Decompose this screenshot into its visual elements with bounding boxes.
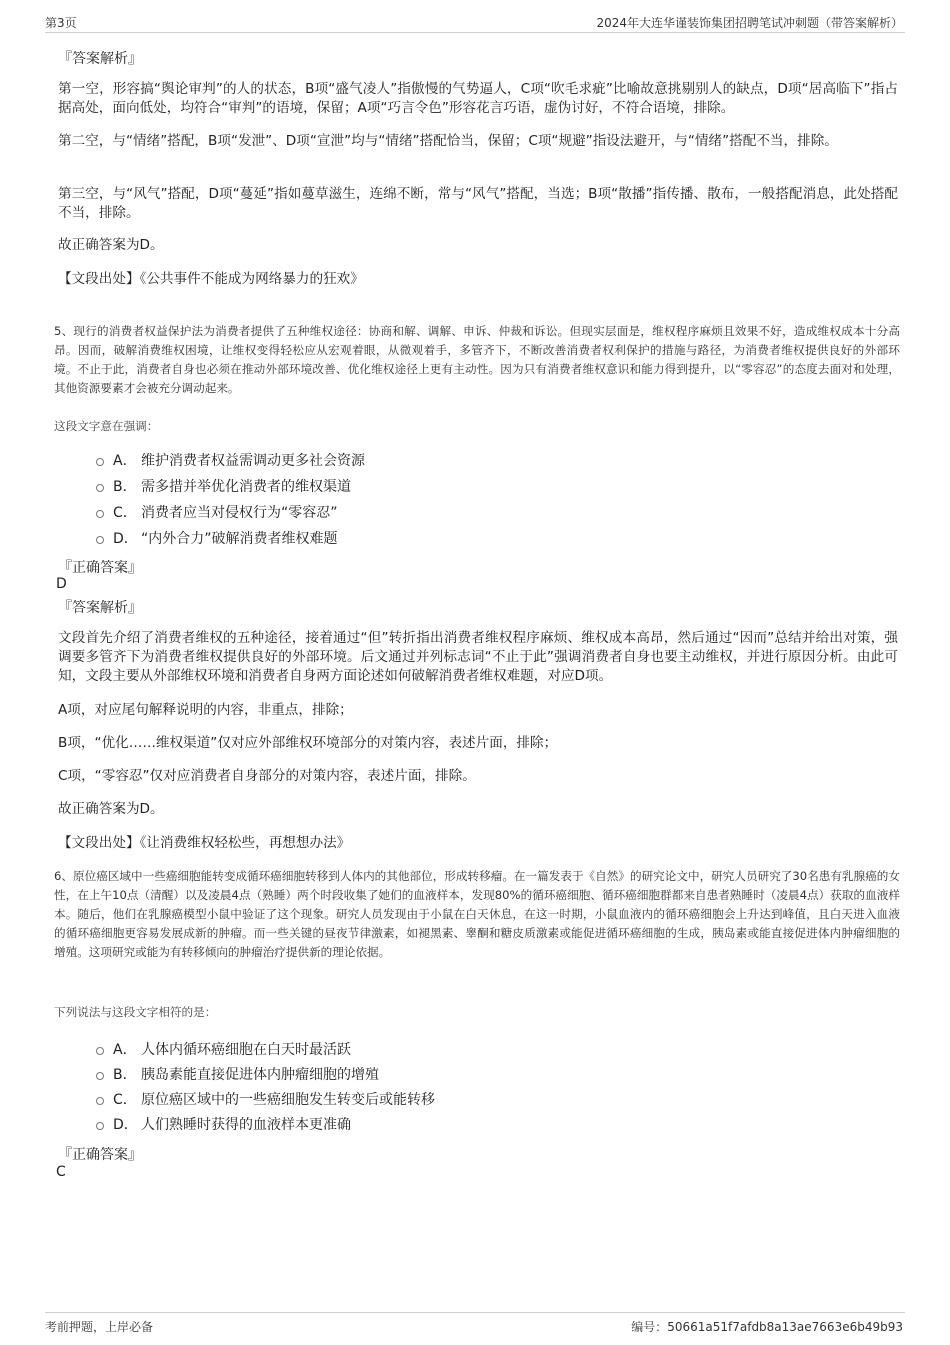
q6-option-c[interactable] bbox=[96, 1088, 435, 1110]
option-letter: A． bbox=[113, 1042, 137, 1058]
q5-analysis-label: 『答案解析』 bbox=[58, 600, 142, 616]
q6-prompt: 下列说法与这段文字相符的是： bbox=[54, 1005, 217, 1019]
q5-analysis-para-3: B项，“优化……维权渠道”仅对应外部维权环境部分的对策内容，表述片面，排除； bbox=[58, 735, 558, 751]
option-letter: B． bbox=[113, 479, 137, 495]
q6-answer-label: 『正确答案』 bbox=[58, 1147, 142, 1163]
q6-answer: C bbox=[56, 1164, 66, 1180]
option-letter: B． bbox=[113, 1067, 137, 1083]
option-text: 胰岛素能直接促进体内肿瘤细胞的增殖 bbox=[141, 1067, 379, 1083]
q4-conclusion: 故正确答案为D。 bbox=[58, 237, 164, 253]
option-text: 人们熟睡时获得的血液样本更准确 bbox=[141, 1117, 351, 1133]
q4-source: 【文段出处】《公共事件不能成为网络暴力的狂欢》 bbox=[58, 271, 364, 287]
option-letter: C． bbox=[113, 1092, 137, 1108]
radio-icon[interactable] bbox=[96, 458, 104, 466]
q4-analysis-para-2: 第二空，与“情绪”搭配，B项“发泄”、D项“宣泄”均与“情绪”搭配恰当，保留；C项“规避”指设法避开，与“情绪”搭配不当，排除。 bbox=[58, 133, 838, 149]
q5-option-a[interactable] bbox=[96, 449, 365, 471]
radio-icon[interactable] bbox=[96, 510, 104, 518]
radio-icon[interactable] bbox=[96, 1097, 104, 1105]
option-letter: A． bbox=[113, 453, 137, 469]
q5-analysis-para-2: A项，对应尾句解释说明的内容，非重点，排除； bbox=[58, 702, 353, 718]
q5-option-b[interactable] bbox=[96, 475, 351, 497]
option-text: 需多措并举优化消费者的维权渠道 bbox=[141, 479, 351, 495]
q5-answer: D bbox=[56, 576, 67, 592]
page-header bbox=[45, 12, 905, 33]
radio-icon[interactable] bbox=[96, 1047, 104, 1055]
q6-stem: 6、原位癌区域中一些癌细胞能转变成循环癌细胞转移到人体内的其他部位，形成转移瘤。在一篇发表于《自然》的研究论文中，研究人员研究了30名患有乳腺癌的女性，在上午10点（清醒）以及凌晨4点（熟睡）两个时段收集了她们的血液样本，发现80%的循环癌细胞、循环癌细胞群都来自患者熟睡时（凌晨4点）获取的血液样本。随后，他们在乳腺癌模型小鼠中验证了这个现象。研究人员发现由于小鼠在白天休息，在这一时期，小鼠血液内的循环癌细胞会上升达到峰值，且白天进入血液的循环癌细胞更容易发展成新的肿瘤。而一些关键的昼夜节律激素，如褪黑素、睾酮和糖皮质激素或能促进循环癌细胞的生成，胰岛素或能直接促进体内肿瘤细胞的增殖。这项研究或能为有转移倾向的肿瘤治疗提供新的理论依据。 bbox=[54, 869, 900, 959]
q5-option-d[interactable] bbox=[96, 527, 338, 549]
page-footer bbox=[45, 1312, 905, 1335]
radio-icon[interactable] bbox=[96, 484, 104, 492]
q5-source: 【文段出处】《让消费维权轻松些，再想想办法》 bbox=[58, 835, 351, 851]
document-title: 2024年大连华谨装饰集团招聘笔试冲刺题（带答案解析） bbox=[596, 16, 903, 30]
q6-option-d[interactable] bbox=[96, 1113, 351, 1135]
option-letter: C． bbox=[113, 505, 137, 521]
option-text: 人体内循环癌细胞在白天时最活跃 bbox=[141, 1042, 351, 1058]
option-letter: D． bbox=[113, 531, 138, 547]
q5-analysis-para-1: 文段首先介绍了消费者维权的五种途径，接着通过“但”转折指出消费者维权程序麻烦、维权成本高昂，然后通过“因而”总结并给出对策，强调要多管齐下为消费者维权提供良好的外部环境。后文通过并列标志词“不止于此”强调消费者自身也要主动维权，并进行原因分析。由此可知，文段主要从外部维权环境和消费者自身两方面论述如何破解消费者维权难题，对应D项。 bbox=[58, 630, 898, 684]
q5-prompt: 这段文字意在强调： bbox=[54, 419, 159, 433]
q5-analysis-para-4: C项，“零容忍”仅对应消费者自身部分的对策内容，表述片面，排除。 bbox=[58, 768, 476, 784]
option-text: 消费者应当对侵权行为“零容忍” bbox=[141, 505, 338, 521]
option-text: 原位癌区域中的一些癌细胞发生转变后或能转移 bbox=[141, 1092, 435, 1108]
q4-analysis-label: 『答案解析』 bbox=[58, 51, 142, 67]
q6-option-a[interactable] bbox=[96, 1038, 351, 1060]
q6-option-b[interactable] bbox=[96, 1063, 379, 1085]
q5-answer-label: 『正确答案』 bbox=[58, 560, 142, 576]
q4-analysis-para-1: 第一空，形容搞“舆论审判”的人的状态，B项“盛气凌人”指傲慢的气势逼人，C项“吹毛求疵”比喻故意挑剔别人的缺点，D项“居高临下”指占据高处，面向低处，均符合“审判”的语境，保留；A项“巧言令色”形容花言巧语，虚伪讨好，不符合语境，排除。 bbox=[58, 81, 898, 116]
q5-option-c[interactable] bbox=[96, 501, 338, 523]
q5-stem: 5、现行的消费者权益保护法为消费者提供了五种维权途径：协商和解、调解、申诉、仲裁和诉讼。但现实层面是，维权程序麻烦且效果不好，造成维权成本十分高昂。因而，破解消费维权困境，让维权变得轻松应从宏观着眼，从微观着手，多管齐下，不断改善消费者权利保护的措施与路径，为消费者维权提供良好的外部环境。不止于此，消费者自身也必须在推动外部环境改善、优化维权途径上更有主动性。因为只有消费者维权意识和能力得到提升，以“零容忍”的态度去面对和处理，其他资源要素才会被充分调动起来。 bbox=[54, 324, 900, 395]
radio-icon[interactable] bbox=[96, 1072, 104, 1080]
option-letter: D． bbox=[113, 1117, 138, 1133]
option-text: 维护消费者权益需调动更多社会资源 bbox=[141, 453, 365, 469]
q4-analysis-para-3: 第三空，与“风气”搭配，D项“蔓延”指如蔓草滋生，连绵不断，常与“风气”搭配，当选；B项“散播”指传播、散布，一般搭配消息，此处搭配不当，排除。 bbox=[58, 186, 898, 221]
q5-conclusion: 故正确答案为D。 bbox=[58, 801, 164, 817]
page-number: 第3页 bbox=[45, 16, 77, 30]
option-text: “内外合力”破解消费者维权难题 bbox=[141, 531, 338, 547]
document-id: 编号：50661a51f7afdb8a13ae7663e6b49b93 bbox=[631, 1320, 903, 1334]
radio-icon[interactable] bbox=[96, 1122, 104, 1130]
radio-icon[interactable] bbox=[96, 536, 104, 544]
footer-slogan: 考前押题，上岸必备 bbox=[45, 1320, 154, 1334]
